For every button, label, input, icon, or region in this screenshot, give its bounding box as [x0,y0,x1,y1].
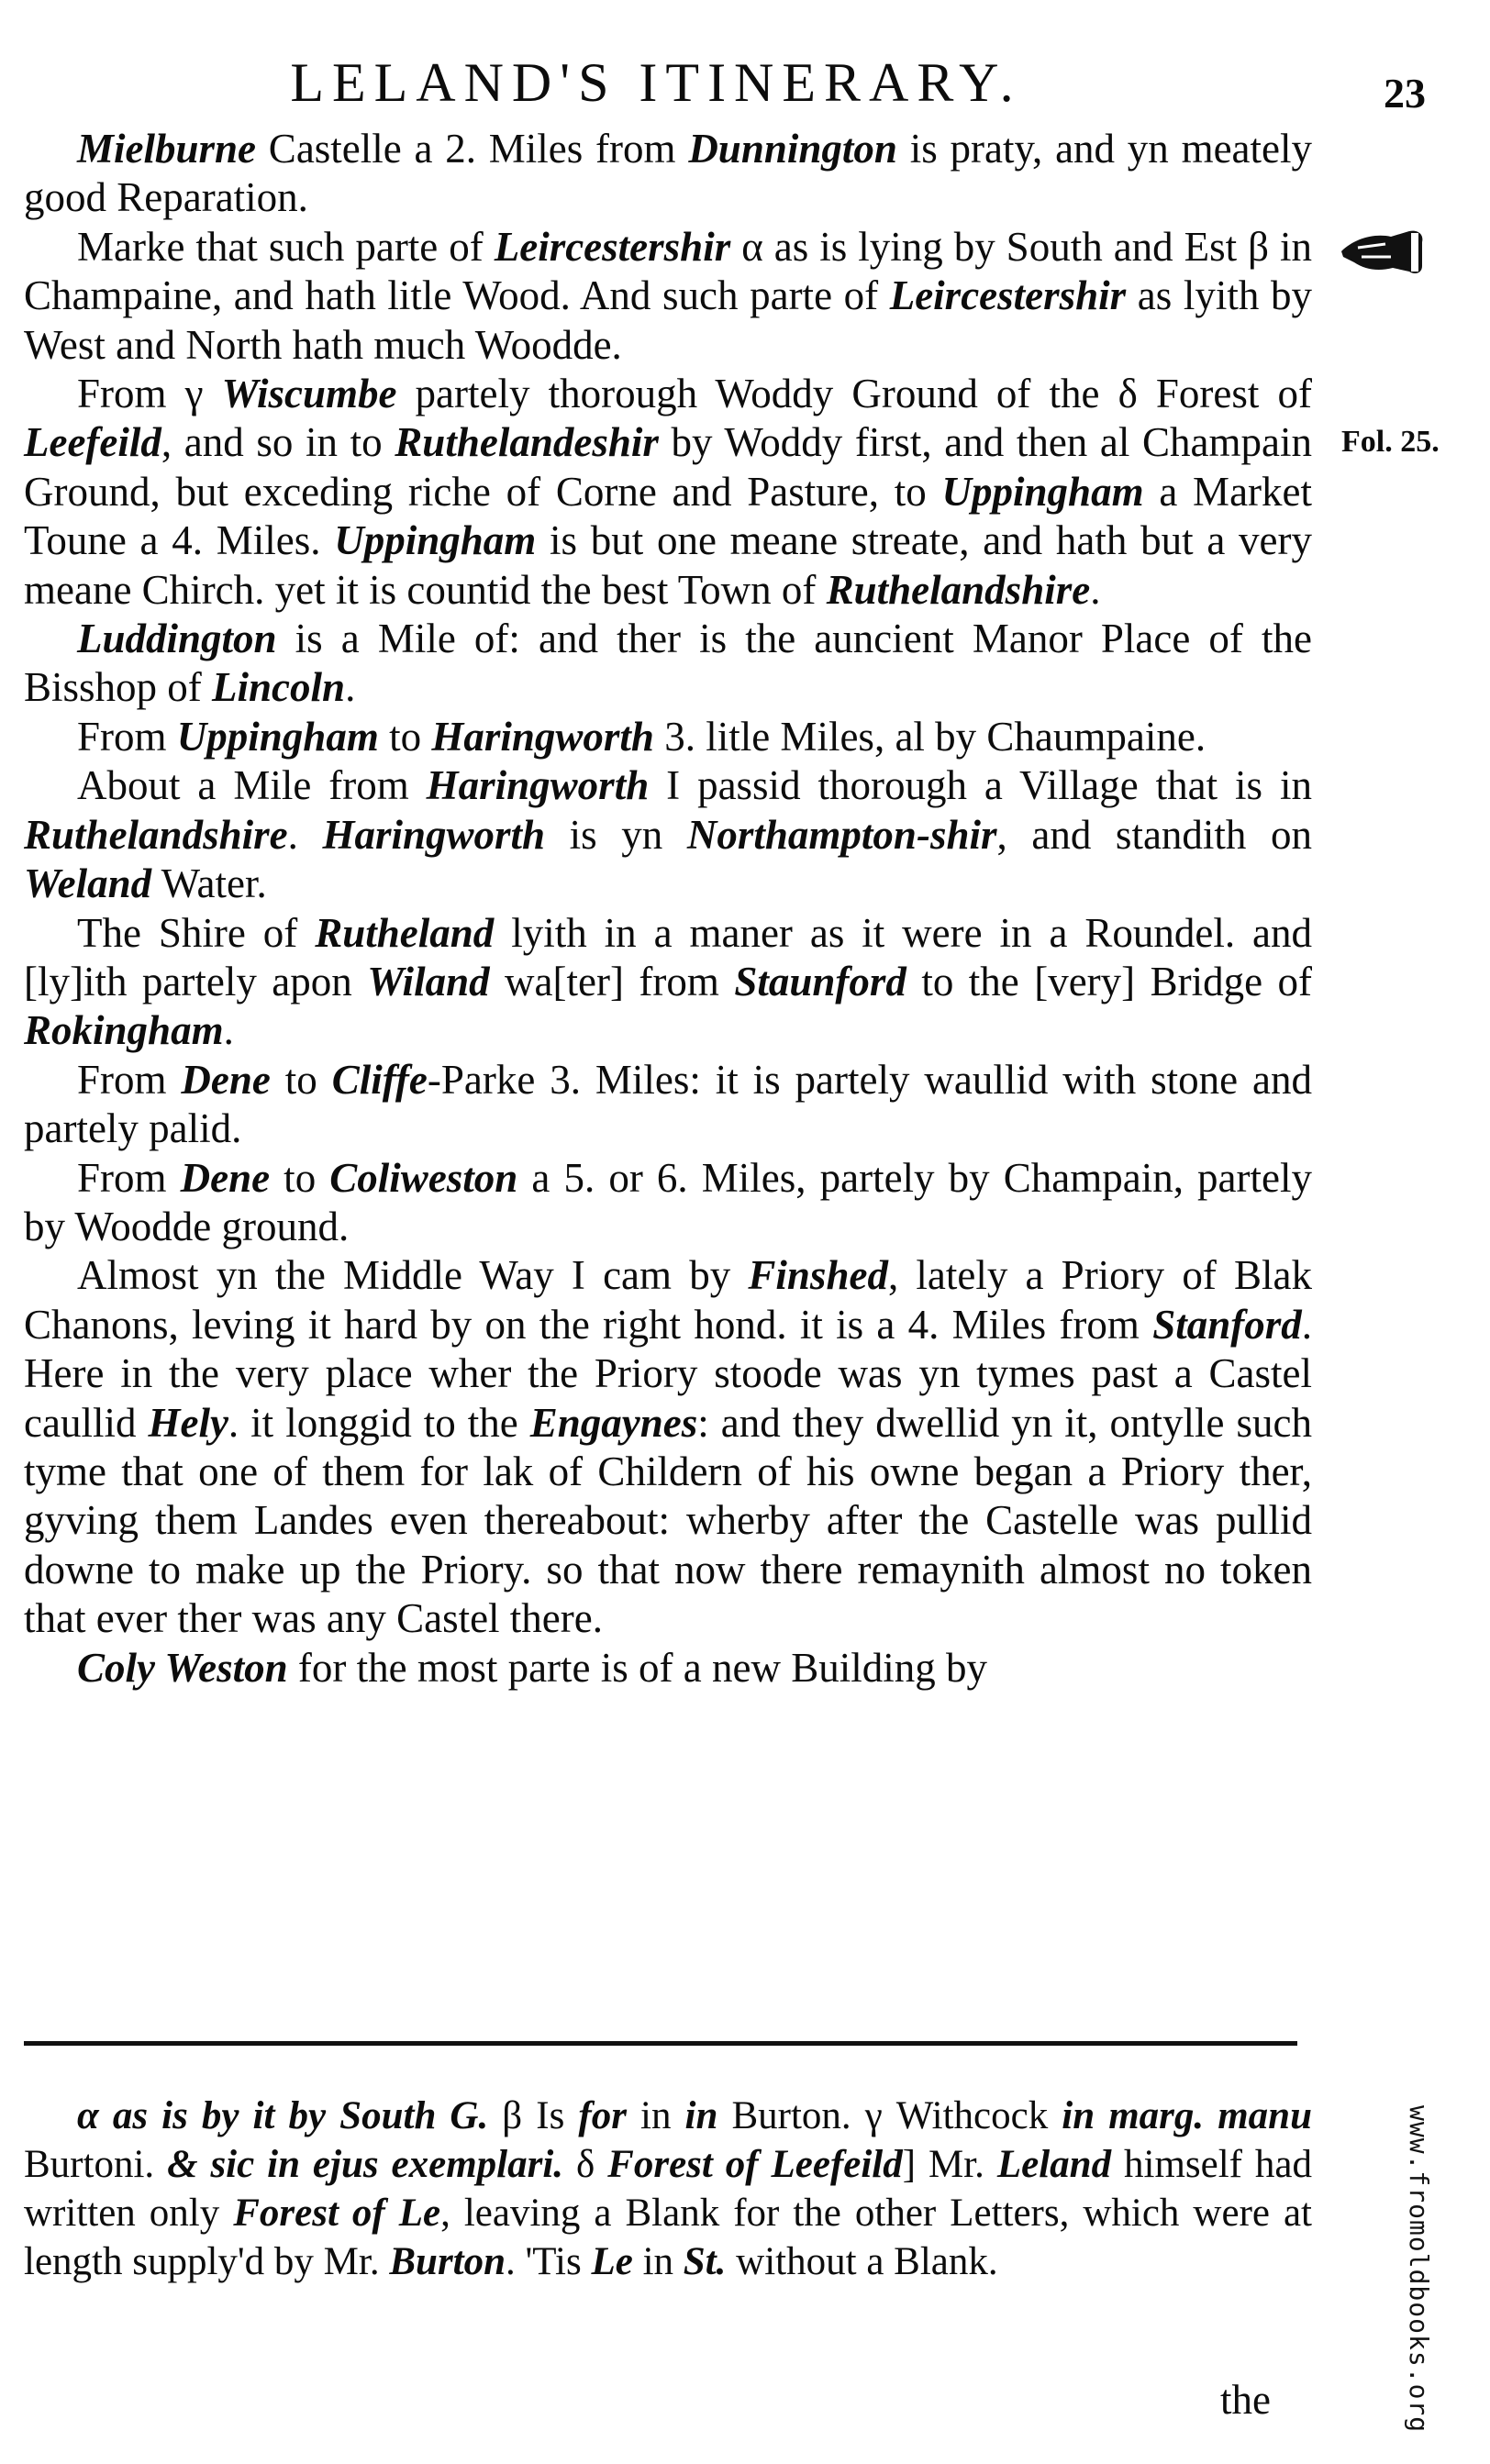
text-run: . it longgid to the [228,1399,530,1446]
main-text [24,125,1312,1693]
italic-run: Uppingham [941,468,1144,515]
italic-run: Leland [996,2143,1112,2186]
text-run: himself had written only [24,2143,1312,2235]
italic-run: Dunnington [688,126,897,172]
text-run: . [345,664,356,711]
text-run: to [270,1056,332,1103]
text-run: for the most parte is of a new Building by [287,1644,987,1691]
italic-run: Lincoln [212,664,346,711]
text-run: in [632,2240,684,2283]
italic-run: Staunford [734,958,906,1004]
manicule-icon [1338,220,1429,283]
italic-run: Weland [24,860,152,907]
text-run: by Woddy first, and then al Champain Ground, but exceding riche of Corne and Pasture, to [24,419,1312,515]
italic-run: Ruthelandeshir [395,419,659,466]
italic-run: Hely [148,1399,228,1446]
italic-run: Northampton-shir [686,811,997,858]
italic-run: Leefeild [24,419,161,466]
text-run: . [287,811,323,858]
italic-run: Wiscumbe [221,371,397,417]
italic-run: Luddington [77,616,277,662]
text-run: a 5. or 6. Miles, partely by Champain, partely by Woodde ground. [24,1154,1312,1249]
italic-run: Uppingham [176,713,379,760]
page-number: 23 [1384,70,1426,117]
text-run: as lyith by West and North hath much Woodde. [24,272,1312,368]
text-run: to the [very] Bridge of [906,958,1312,1004]
text-run: Burton. γ Withcock [717,2094,1062,2137]
paragraph [24,1154,1312,1252]
italic-run: Rokingham [24,1007,224,1054]
text-run: I passid thorough a Village that is in [649,762,1312,809]
text-run: . [1090,566,1101,613]
italic-run: Dene [181,1056,271,1103]
text-run: without a Blank. [726,2240,998,2283]
italic-run: in marg. manu [1062,2094,1312,2137]
watermark-url: www.fromoldbooks.org [1404,2105,1434,2434]
italic-run: Haringworth [322,811,546,858]
paragraph [24,761,1312,908]
text-run: : and they dwellid yn it, ontylle such tyme that one of them for lak of Childern of his owne began a Priory ther, gyving them Landes even thereabout: wherby after the Castelle was pullid downe to make up the Priory. so that now there remaynith almost no token that ever ther was any Castel there. [24,1399,1312,1642]
text-run: Burtoni. [24,2143,168,2186]
text-run: About a Mile from [77,762,427,809]
italic-run: Coliweston [329,1154,518,1201]
paragraph [24,223,1312,370]
italic-run: Cliffe [331,1056,428,1103]
text-run: in [626,2094,685,2137]
italic-run: α as is by it by South G. [77,2094,489,2137]
italic-run: Forest of Leefeild [607,2143,903,2186]
text-run: ] Mr. [902,2143,997,2186]
text-run: is yn [545,811,687,858]
paragraph [24,909,1312,1056]
italic-run: Le [591,2240,633,2283]
italic-run: Haringworth [431,713,654,760]
italic-run: for [578,2094,627,2137]
italic-run: Ruthelandshire [24,811,288,858]
text-run: to [378,713,432,760]
italic-run: Haringworth [426,762,650,809]
footnote [24,2092,1312,2286]
text-run: δ [563,2143,608,2186]
italic-run: Rutheland [315,909,495,956]
text-run: From [77,1154,181,1201]
italic-run: in [684,2094,718,2137]
text-run: is a Mile of: and ther is the auncient Manor Place of the Bisshop of [24,616,1312,711]
text-run: . 'Tis [506,2240,592,2283]
italic-run: Coly Weston [77,1644,288,1691]
text-run: Water. [151,860,267,907]
text-run: , leaving a Blank for the other Letters, which were at length supply'd by Mr. [24,2192,1313,2283]
paragraph [24,1644,1312,1693]
paragraph [24,713,1312,761]
text-run: lyith in a maner as it were in a Roundel. and [ly]ith partely apon [24,909,1312,1004]
italic-run: Dene [180,1154,271,1201]
text-run: From γ [77,371,222,417]
text-run: . [223,1007,234,1054]
paragraph [24,370,1312,615]
text-run: Marke that such parte of [77,223,495,270]
italic-run: Burton [389,2240,506,2283]
paragraph [24,125,1312,223]
italic-run: Ruthelandshire [826,566,1091,613]
italic-run: Engaynes [529,1399,698,1446]
text-run: . Here in the very place wher the Priory stoode was yn tymes past a Castel caullid [24,1301,1312,1446]
italic-run: Mielburne [77,126,257,172]
italic-run: & sic in ejus exemplari. [167,2143,564,2186]
text-run: Almost yn the Middle Way I cam by [77,1252,749,1299]
paragraph [24,1056,1312,1154]
text-run: , and standith on [996,811,1313,858]
text-run: β Is [488,2094,579,2137]
italic-run: Leircestershir [889,272,1127,319]
text-run: partely thorough Woddy Ground of the δ Forest of [396,371,1312,417]
catchword: the [1220,2377,1271,2423]
text-run: -Parke 3. Miles: it is partely waullid with stone and partely palid. [24,1056,1312,1152]
text-run: to [270,1154,330,1201]
text-run: α as is lying by South and Est β in Champaine, and hath litle Wood. And such parte of [24,223,1313,319]
italic-run: Uppingham [334,517,537,564]
text-run: , and so in to [161,419,395,466]
text-run: From [77,713,177,760]
text-run: a Market Toune a 4. Miles. [24,468,1313,564]
text-run: Castelle a 2. Miles from [256,126,689,172]
footnotes [24,2092,1312,2286]
text-run: is but one meane streate, and hath but a very meane Chirch. yet it is countid the best Town of [24,517,1312,613]
italic-run: Wiland [367,958,490,1004]
text-run: is praty, and yn meately good Reparation. [24,126,1313,221]
running-head: LELAND'S ITINERARY. [290,52,1022,113]
text-run: , lately a Priory of Blak Chanons, leving it hard by on the right hond. it is a 4. Miles from [24,1252,1313,1348]
margin-folio-note: Fol. 25. [1341,425,1440,459]
text-run: The Shire of [77,909,316,956]
italic-run: St. [683,2240,727,2283]
text-run: 3. litle Miles, al by Chaumpaine. [653,713,1206,760]
text-run: wa[ter] from [489,958,735,1004]
text-run: From [77,1056,182,1103]
italic-run: Leircestershir [494,223,731,270]
italic-run: Stanford [1152,1301,1302,1348]
paragraph [24,615,1312,713]
footnote-rule [24,2041,1297,2046]
italic-run: Forest of Le [233,2192,441,2235]
paragraph [24,1251,1312,1643]
italic-run: Finshed [748,1252,888,1299]
